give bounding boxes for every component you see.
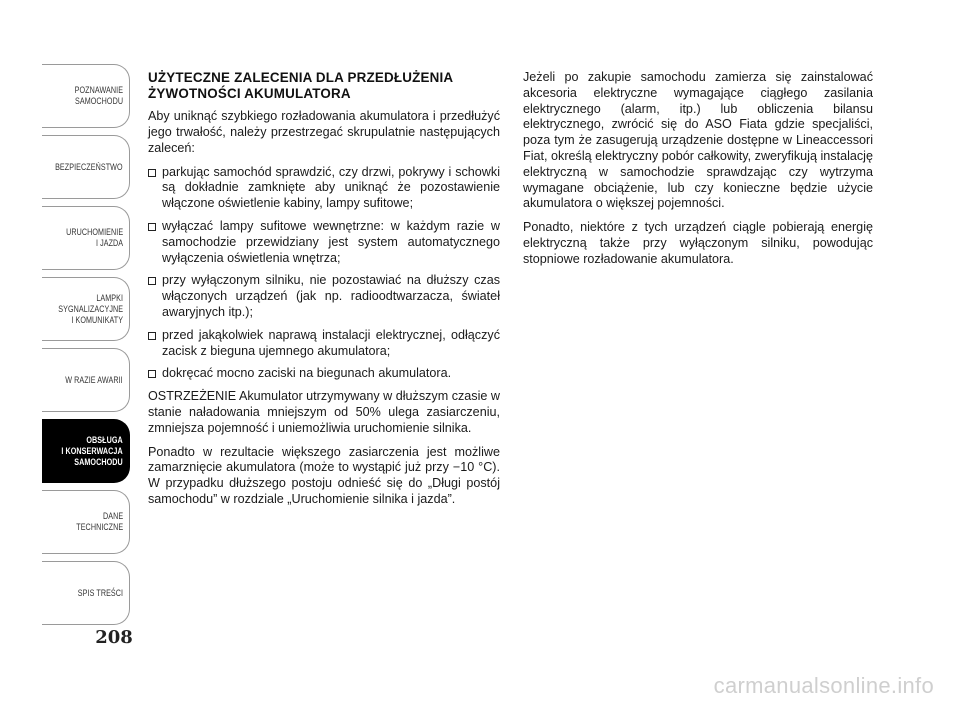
tab-lampki-sygnalizacyjne[interactable]: [42, 277, 130, 341]
tab-bezpieczenstwo[interactable]: [42, 135, 130, 199]
tab-label: BEZPIECZEŃSTWO: [55, 161, 123, 172]
watermark: carmanualsonline.info: [713, 673, 934, 698]
checkbox-bullet-icon: [148, 169, 156, 177]
tab-spis-tresci[interactable]: [42, 561, 130, 625]
tab-label: LAMPKI SYGNALIZACYJNE I KOMUNIKATY: [58, 292, 123, 325]
warning-paragraph: OSTRZEŻENIE Akumulator utrzymywany w dłuższym czasie w stanie naładowania mniejszym od 50% ulega zasiarczeniu, zmniejsza pojemność i uniemożliwia uruchomienie silnika.: [148, 389, 501, 435]
tab-label: POZNAWANIE SAMOCHODU: [74, 85, 123, 106]
tab-label: OBSŁUGA I KONSERWACJA SAMOCHODU: [61, 434, 123, 467]
accessories-paragraph: Jeżeli po zakupie samochodu zamierza się zainstalować akcesoria elektryczne wymagające ciągłego zasilania elektrycznego (alarm, itp.) lub obliczenia bilansu elektrycznego, zwrócić się do ASO Fiata gdzie specjaliści, poza tym że zasugerują urządzenie dostępne w Lineaccessori Fiat, określą elektryczny pobór całkowity, zweryfikują instalację elektryczną w samochodzie sprawdzając czy wytrzyma wymagane obciążenie, lub czy konieczne będzie użycie akumulatora o większej pojemności.: [523, 70, 873, 211]
tab-obsluga-i-konserwacja[interactable]: [42, 419, 130, 483]
list-item: wyłączać lampy sufitowe wewnętrzne: w każdym razie w samochodzie przewidziany jest system automatycznego wyłączenia oświetlenia wnętrza;: [148, 219, 500, 266]
tab-label: DANE TECHNICZNE: [76, 511, 123, 532]
checkbox-bullet-icon: [148, 223, 156, 231]
right-column: [523, 70, 873, 276]
left-column: [148, 70, 500, 516]
tab-w-razie-awarii[interactable]: [42, 348, 130, 412]
tab-label: SPIS TREŚCI: [77, 587, 123, 598]
intro-paragraph: Aby uniknąć szybkiego rozładowania akumulatora i przedłużyć jego trwałość, należy przestrzegać skrupulatnie następujących zaleceń:: [148, 109, 500, 155]
list-item: przy wyłączonym silniku, nie pozostawiać na dłuższy czas włączonych urządzeń (jak np. radioodtwarzacza, świateł awaryjnych itp.);: [148, 273, 500, 320]
section-heading: UŻYTECZNE ZALECENIA DLA PRZEDŁUŻENIA ŻYWOTNOŚCI AKUMULATORA: [148, 70, 453, 101]
checkbox-bullet-icon: [148, 277, 156, 285]
tab-label: URUCHOMIENIE I JAZDA: [65, 227, 123, 248]
checkbox-bullet-icon: [148, 370, 156, 378]
power-draw-paragraph: Ponadto, niektóre z tych urządzeń ciągle pobierają energię elektryczną także przy wyłączonym silniku, powodując stopniowe rozładowanie akumulatora.: [523, 220, 873, 266]
list-item: dokręcać mocno zaciski na biegunach akumulatora.: [148, 366, 500, 382]
tab-label: W RAZIE AWARII: [65, 374, 123, 385]
tab-poznawanie-samochodu[interactable]: [42, 64, 130, 128]
list-item: przed jakąkolwiek naprawą instalacji elektrycznej, odłączyć zacisk z bieguna ujemnego akumulatora;: [148, 328, 500, 360]
frost-paragraph: Ponadto w rezultacie większego zasiarczenia jest możliwe zamarznięcie akumulatora (może to wystąpić już przy −10 °C). W przypadku dłuższego postoju odnieść się do „Długi postój samochodu” w rozdziale „Uruchomienie silnika i jazda”.: [148, 444, 500, 506]
list-item: parkując samochód sprawdzić, czy drzwi, pokrywy i schowki są dokładnie zamknięte aby uniknąć że pozostawienie włączone oświetlenie kabiny, lampy sufitowe;: [148, 165, 500, 212]
recommendations-list: [148, 165, 500, 383]
tab-uruchomienie-i-jazda[interactable]: [42, 206, 130, 270]
tab-dane-techniczne[interactable]: [42, 490, 130, 554]
page-number: 208: [95, 627, 133, 648]
checkbox-bullet-icon: [148, 332, 156, 340]
